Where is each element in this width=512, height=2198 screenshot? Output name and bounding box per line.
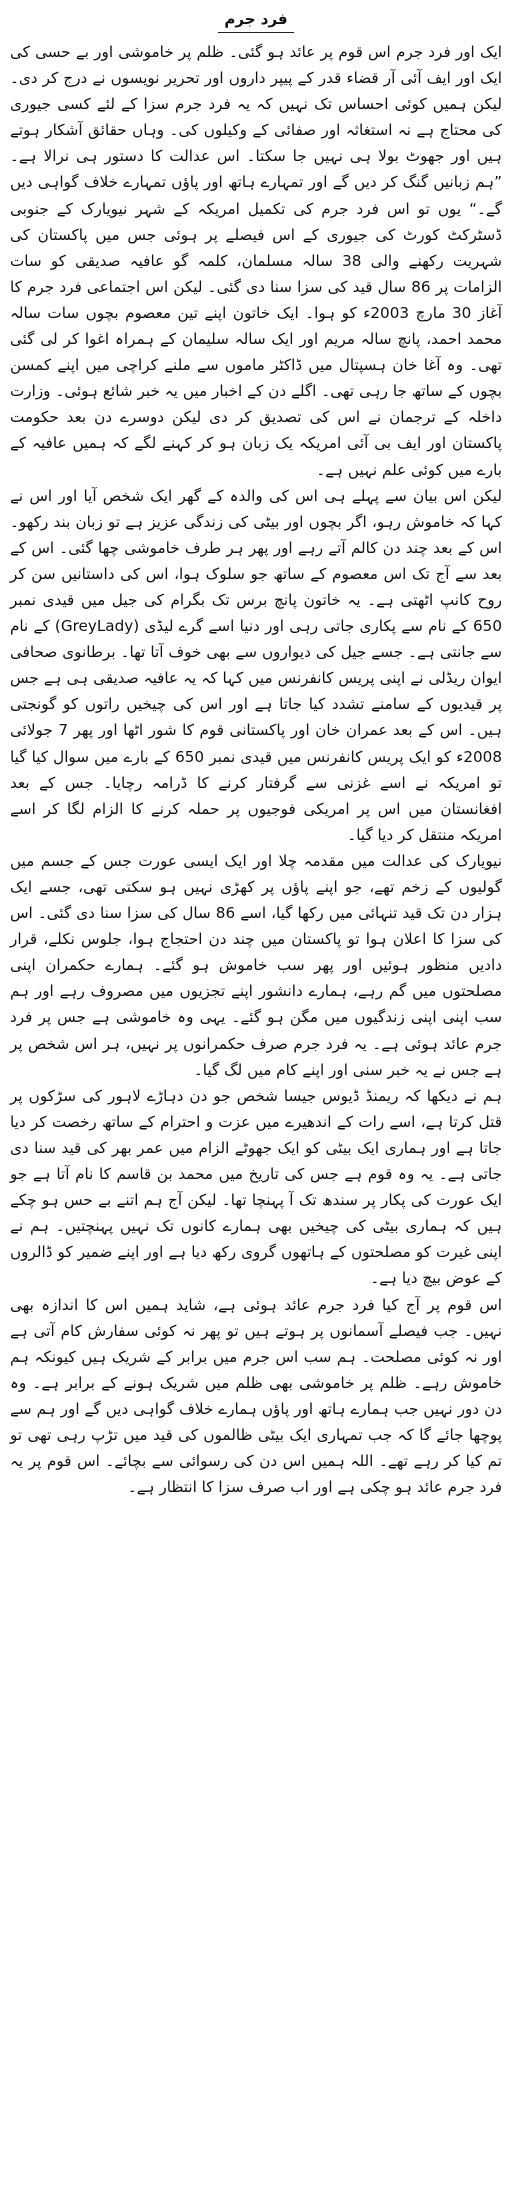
article-paragraph: نیویارک کی عدالت میں مقدمہ چلا اور ایک ایسی عورت جس کے جسم میں گولیوں کے زخم تھے، جو اپنے پاؤں پر کھڑی نہیں ہو سکتی تھی، جسے ایک ہزار دن تک قید تنہائی میں رکھا گیا، اسے 86 سال کی سزا سنا دی گئی۔ اس کی سزا کا اعلان ہوا تو پاکستان میں چند دن احتجاج ہوا، جلوس نکلے، قرار دادیں منظور ہوئیں اور پھر سب خاموش ہو گئے۔ ہمارے حکمران اپنی مصلحتوں میں گم رہے، ہمارے دانشور اپنے تجزیوں میں مصروف رہے اور ہم سب اپنی اپنی زندگیوں میں مگن ہو گئے۔ یہی وہ خاموشی ہے جس پر فرد جرم عائد ہوئی ہے۔ یہ فرد جرم صرف حکمرانوں پر نہیں، ہر اس شخص پر ہے جس نے یہ خبر سنی اور اپنے کام میں لگ گیا۔ [10, 851, 502, 1079]
article-paragraph: ہم نے دیکھا کہ ریمنڈ ڈیوس جیسا شخص جو دن دہاڑے لاہور کی سڑکوں پر قتل کرتا ہے، اسے رات کے اندھیرے میں عزت و احترام کے ساتھ رخصت کر دیا جاتا ہے اور ہماری ایک بیٹی کو ایک جھوٹے الزام میں عمر بھر کی قید سنا دی جاتی ہے۔ یہ وہ قوم ہے جس کی تاریخ میں محمد بن قاسم کا نام آتا ہے جو ایک عورت کی پکار پر سندھ تک آ پہنچا تھا۔ لیکن آج ہم اتنے بے حس ہو چکے ہیں کہ ہماری بیٹی کی چیخیں بھی ہمارے کانوں تک نہیں پہنچتیں۔ ہم نے اپنی غیرت کو مصلحتوں کے ہاتھوں گروی رکھ دیا ہے اور اپنے ضمیر کو ڈالروں کے عوض بیچ دیا ہے۔ [10, 1086, 502, 1288]
article-paragraph: اس قوم پر آج کیا فرد جرم عائد ہوئی ہے، شاید ہمیں اس کا اندازہ بھی نہیں۔ جب فیصلے آسمانوں پر ہوتے ہیں تو پھر نہ کوئی سفارش کام آتی ہے اور نہ کوئی مصلحت۔ ہم سب اس جرم میں برابر کے شریک ہیں کیونکہ ہم خاموش رہے۔ ظلم پر خاموشی بھی ظلم میں شریک ہونے کے برابر ہے۔ وہ دن دور نہیں جب ہمارے ہاتھ اور پاؤں ہمارے خلاف گواہی دیں گے اور ہم سے پوچھا جائے گا کہ جب تمہاری ایک بیٹی ظالموں کی قید میں تڑپ رہی تھی تو تم کیا کر رہے تھے۔ اللہ ہمیں اس دن کی رسوائی سے بچائے۔ اس قوم پر یہ فرد جرم عائد ہو چکی ہے اور اب صرف سزا کا انتظار ہے۔ [10, 1295, 502, 1497]
article-title: فرد جرم [218, 8, 293, 33]
article-paragraph: ایک اور فرد جرم اس قوم پر عائد ہو گئی۔ ظلم پر خاموشی اور بے حسی کی ایک اور ایف آئی آر قضاء قدر کے پیپر داروں اور تحریر نویسوں نے درج کر دی۔ لیکن ہمیں کوئی احساس تک نہیں کہ یہ فرد جرم سزا کے لئے کسی جیوری کی محتاج ہے نہ استغاثہ اور صفائی کے وکیلوں کی۔ وہاں حقائق آشکار ہوتے ہیں اور جھوٹ بولا ہی نہیں جا سکتا۔ اس عدالت کا دستور ہی نرالا ہے۔ ”ہم زبانیں گنگ کر دیں گے اور تمہارے ہاتھ اور پاؤں تمہارے خلاف گواہی دیں گے۔“ یوں تو اس فرد جرم کی تکمیل امریکہ کے شہر نیویارک کے جنوبی ڈسٹرکٹ کورٹ کی جیوری کے اس فیصلے پر ہوئی جس میں پاکستان کی شہریت رکھنے والی 38 سالہ مسلمان، کلمہ گو عافیہ صدیقی کو سات الزامات پر 86 سال قید کی سزا سنا دی گئی۔ لیکن اس اجتماعی فرد جرم کا آغاز 30 مارچ 2003ء کو ہوا۔ ایک خاتون اپنے تین معصوم بچوں سات سالہ محمد احمد، پانچ سالہ مریم اور ایک سالہ سلیمان کے ہمراہ اغوا کر لی گئی تھی۔ وہ آغا خان ہسپتال میں ڈاکٹر ماموں سے ملنے کراچی میں اپنے کمسن بچوں کے ساتھ جا رہی تھی۔ اگلے دن کے اخبار میں یہ خبر شائع ہوئی۔ وزارت داخلہ کے ترجمان نے اس کی تصدیق کر دی لیکن دوسرے دن بعد حکومت پاکستان اور ایف بی آئی امریکہ یک زبان ہو کر کہنے لگے کہ ہمیں عافیہ کے بارے میں کوئی علم نہیں ہے۔ [10, 43, 502, 479]
article-body [10, 39, 502, 1500]
article-paragraph: لیکن اس بیان سے پہلے ہی اس کی والدہ کے گھر ایک شخص آیا اور اس نے کہا کہ خاموش رہو، اگر بچوں اور بیٹی کی زندگی عزیز ہے تو زبان بند رکھو۔ اس کے بعد چند دن کالم آتے رہے اور پھر ہر طرف خاموشی چھا گئی۔ اس کے بعد سے آج تک اس معصوم کے ساتھ جو سلوک ہوا، اس کی داستانیں سن کر روح کانپ اٹھتی ہے۔ یہ خاتون پانچ برس تک بگرام کی جیل میں قیدی نمبر 650 کے نام سے پکاری جاتی رہی اور دنیا اسے گرے لیڈی (GreyLady) کے نام سے جانتی ہے۔ جسے جیل کی دیواروں سے بھی خوف آتا تھا۔ برطانوی صحافی ایوان ریڈلی نے اپنی پریس کانفرنس میں کہا کہ یہ عافیہ صدیقی ہی ہے جس پر قیدیوں کے سامنے تشدد کیا جاتا ہے اور اس کی چیخیں راتوں کو گونجتی ہیں۔ اس کے بعد عمران خان اور پاکستانی قوم کا شور اٹھا اور پھر 7 جولائی 2008ء کو ایک پریس کانفرنس میں قیدی نمبر 650 کے بارے میں سوال کیا گیا تو امریکہ نے اسے غزنی سے گرفتار کرنے کا ڈرامہ رچایا۔ جس کے بعد افغانستان میں اس پر امریکی فوجیوں پر حملہ کرنے کا الزام لگا کر اسے امریکہ منتقل کر دیا گیا۔ [10, 486, 503, 844]
title-wrap [10, 8, 502, 33]
